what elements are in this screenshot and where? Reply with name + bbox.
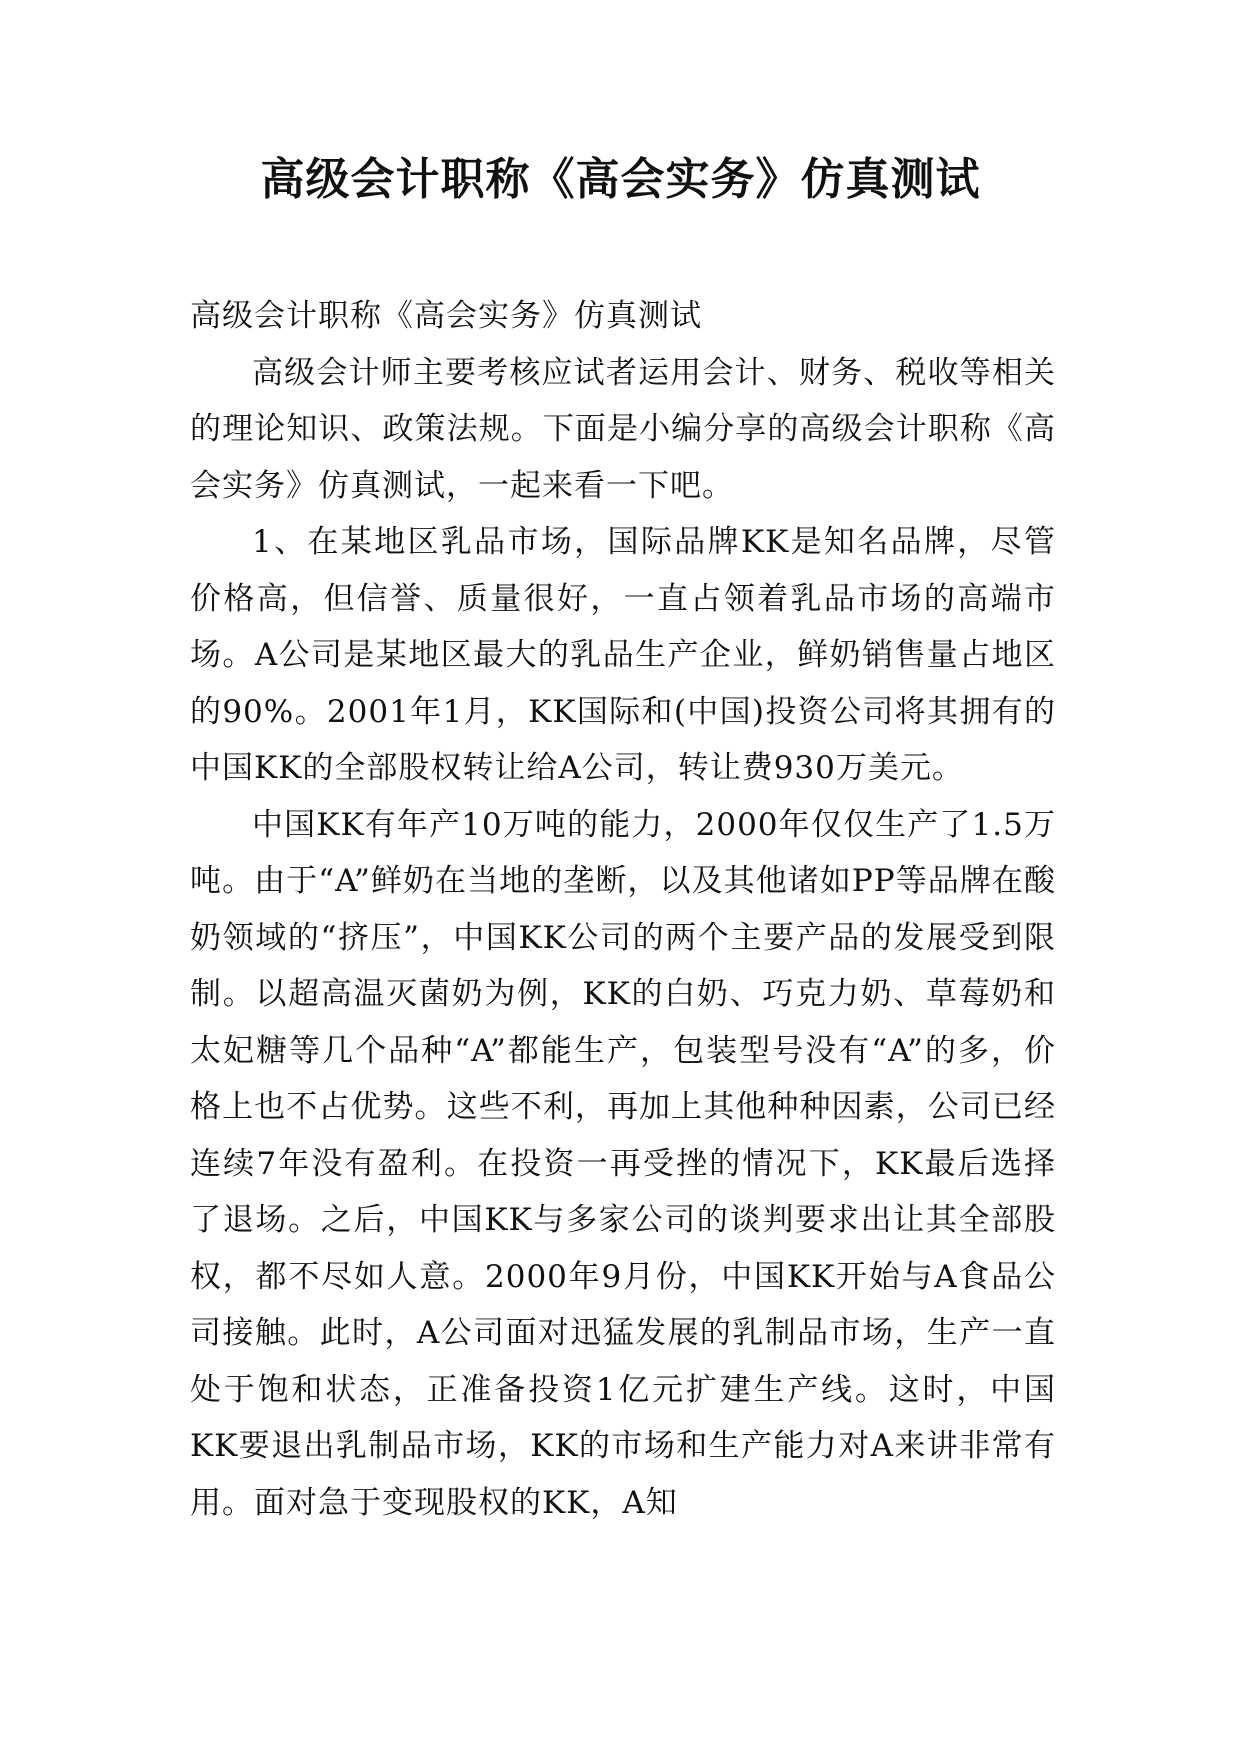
document-body [190, 288, 1056, 1531]
paragraph-case-detail: 中国KK有年产10万吨的能力，2000年仅仅生产了1.5万吨。由于“A”鲜奶在当地的垄断，以及其他诸如PP等品牌在酸奶领域的“挤压”，中国KK公司的两个主要产品的发展受到限制。以超高温灭菌奶为例，KK的白奶、巧克力奶、草莓奶和太妃糖等几个品种“A”都能生产，包装型号没有“A”的多，价格上也不占优势。这些不利，再加上其他种种因素，公司已经连续7年没有盈利。在投资一再受挫的情况下，KK最后选择了退场。之后，中国KK与多家公司的谈判要求出让其全部股权，都不尽如人意。2000年9月份，中国KK开始与A食品公司接触。此时，A公司面对迅猛发展的乳制品市场，生产一直处于饱和状态，正准备投资1亿元扩建生产线。这时，中国KK要退出乳制品市场，KK的市场和生产能力对A来讲非常有用。面对急于变现股权的KK，A知 [190, 806, 1056, 1521]
paragraph-question-1: 1、在某地区乳品市场，国际品牌KK是知名品牌，尽管价格高，但信誉、质量很好，一直占领着乳品市场的高端市场。A公司是某地区最大的乳品生产企业，鲜奶销售量占地区的90%。2001年1月，KK国际和(中国)投资公司将其拥有的中国KK的全部股权转让给A公司，转让费930万美元。 [190, 524, 1056, 786]
paragraph-intro: 高级会计师主要考核应试者运用会计、财务、税收等相关的理论知识、政策法规。下面是小编分享的高级会计职称《高会实务》仿真测试，一起来看一下吧。 [190, 354, 1056, 504]
document-title: 高级会计职称《高会实务》仿真测试 [260, 154, 981, 205]
paragraph-subtitle: 高级会计职称《高会实务》仿真测试 [190, 298, 702, 334]
